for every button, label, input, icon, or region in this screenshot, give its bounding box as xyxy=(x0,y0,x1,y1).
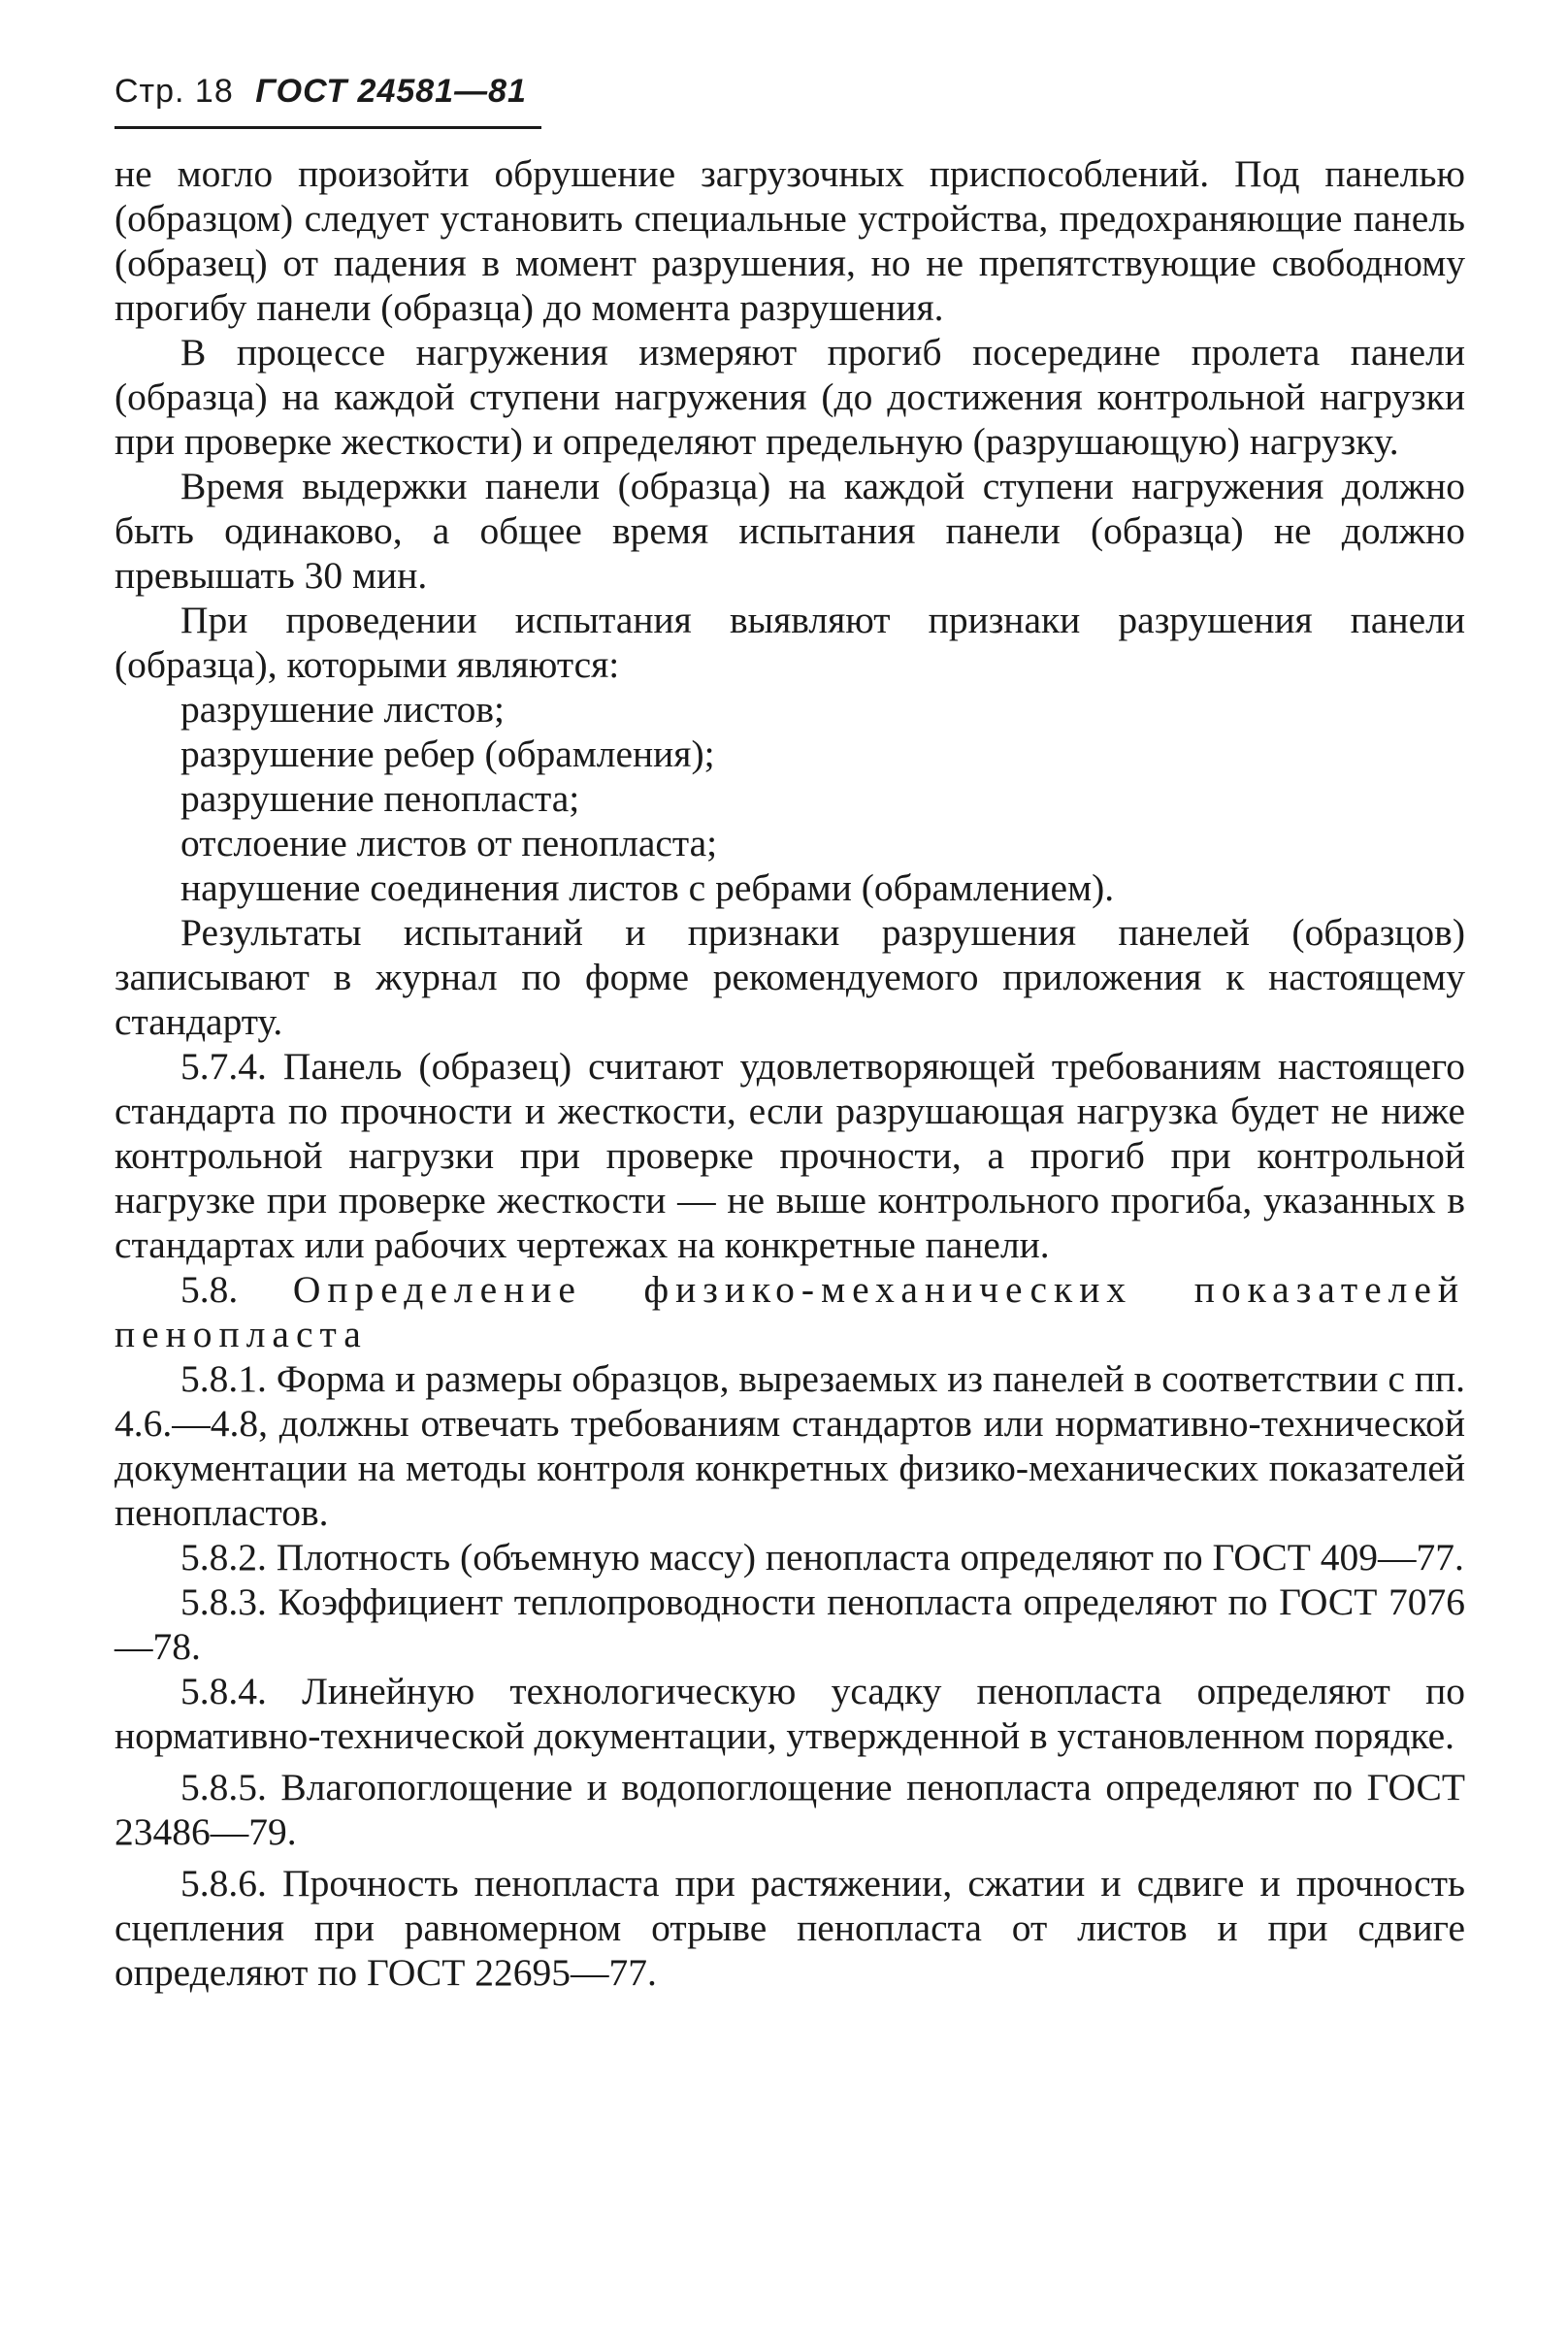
clause-5-8-2: 5.8.2. Плотность (объемную массу) пенопласта определяют по ГОСТ 409—77. xyxy=(180,1536,1464,1579)
clause-5-8-6: 5.8.6. Прочность пенопласта при растяжении, сжатии и сдвиге и прочность сцепления при равномерном отрыве пенопласта от листов и при сдвиге определяют по ГОСТ 22695—77. xyxy=(114,1862,1465,1994)
paragraph-loading-measurement: В процессе нагружения измеряют прогиб посередине пролета панели (образца) на каждой ступени нагружения (до достижения контрольной нагрузки при проверке жесткости) и определяют предельную (разрушающую) нагрузку. xyxy=(114,331,1465,463)
section-number: 5.8. xyxy=(180,1268,239,1311)
list-item: разрушение листов; xyxy=(180,688,505,731)
header-rule xyxy=(114,126,541,129)
clause-5-7-4: 5.7.4. Панель (образец) считают удовлетворяющей требованиям настоящего стандарта по прочности и жесткости, если разрушающая нагрузка будет не ниже контрольной нагрузки при проверке прочности, а прогиб при контрольной нагрузке при проверке жесткости — не выше контрольного прогиба, указанных в стандартах или рабочих чертежах на конкретные панели. xyxy=(114,1045,1465,1266)
list-item: разрушение пенопласта; xyxy=(180,777,580,820)
clause-5-8-1: 5.8.1. Форма и размеры образцов, вырезаемых из панелей в соответствии с пп. 4.6.—4.8, должны отвечать требованиям стандартов или нормативно-технической документации на методы контроля конкретных физико-механических показателей пенопластов. xyxy=(114,1357,1465,1534)
list-item: нарушение соединения листов с ребрами (обрамлением). xyxy=(180,866,1115,909)
list-item: отслоение листов от пенопласта; xyxy=(180,822,718,864)
page-header xyxy=(114,72,527,111)
document-body xyxy=(114,151,1465,1995)
failure-signs-list xyxy=(114,687,1465,910)
paragraph-holding-time: Время выдержки панели (образца) на каждой ступени нагружения должно быть одинаково, а общее время испытания панели (образца) не должно превышать 30 мин. xyxy=(114,465,1465,597)
paragraph-results-log: Результаты испытаний и признаки разрушения панелей (образцов) записывают в журнал по форме рекомендуемого приложения к настоящему стандарту. xyxy=(114,911,1465,1043)
paragraph-failure-signs-intro: При проведении испытания выявляют признаки разрушения панели (образца), которыми являются: xyxy=(114,599,1465,686)
paragraph-continuation: не могло произойти обрушение загрузочных приспособлений. Под панелью (образцом) следует установить специальные устройства, предохраняющие панель (образец) от падения в момент разрушения, но не препятствующие свободному прогибу панели (образца) до момента разрушения. xyxy=(114,152,1465,329)
page-number: Стр. 18 xyxy=(114,73,234,110)
section-5-8-heading xyxy=(114,1267,1465,1356)
clause-5-8-5: 5.8.5. Влагопоглощение и водопоглощение пенопласта определяют по ГОСТ 23486—79. xyxy=(114,1766,1465,1853)
clause-5-8-3: 5.8.3. Коэффициент теплопроводности пенопласта определяют по ГОСТ 7076—78. xyxy=(114,1580,1465,1668)
section-title: Определение физико-механических показателей пенопласта xyxy=(114,1268,1465,1355)
clause-5-8-4: 5.8.4. Линейную технологическую усадку пенопласта определяют по нормативно-технической документации, утвержденной в установленном порядке. xyxy=(114,1670,1465,1757)
list-item: разрушение ребер (обрамления); xyxy=(180,733,715,775)
standard-number: ГОСТ 24581—81 xyxy=(255,73,527,110)
